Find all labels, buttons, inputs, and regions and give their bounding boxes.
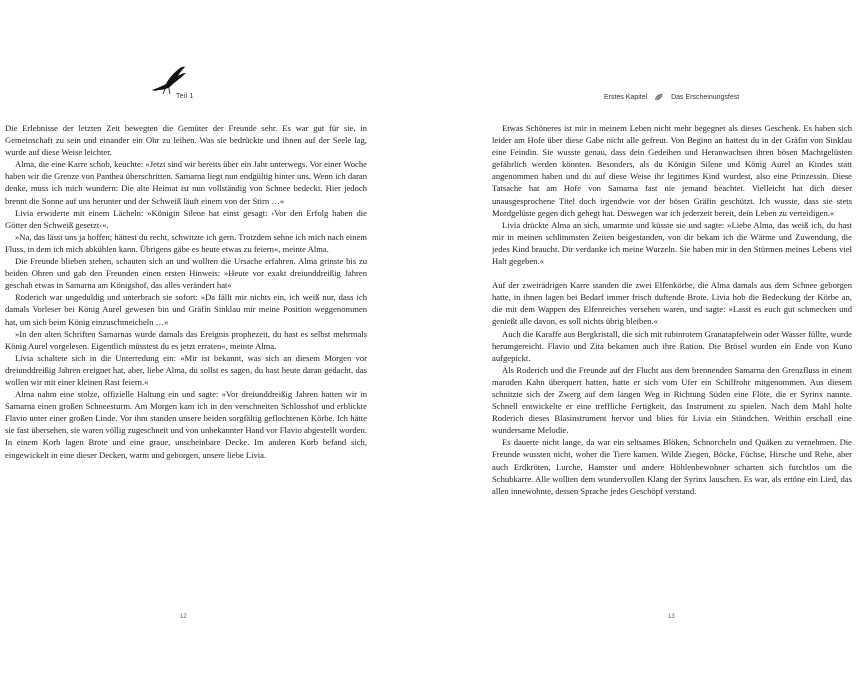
left-body-text [5,122,367,461]
paragraph: Die Erlebnisse der letzten Zeit bewegten die Gemüter der Freunde sehr. Es war gut für sie, in Gemeinschaft zu sein und einander ein Ohr zu leihen. Was sie bedrückte und ihnen auf der Seele lag, wurde auf diese Weise leichter. [5,123,367,158]
page-number-left: 12 [180,614,187,620]
paragraph: Alma, die eine Karre schob, keuchte: »Jetzt sind wir bereits über ein Jahr unterwegs. Vor einer Woche haben wir die Grenze von Panthea überschritten. Samarna liegt nun endgültig hinter uns. Wenn ich daran denke, muss ich mich wundern: Die alte Heimat ist nun vollständig von Schnee bedeckt. Hier jedoch brennt die Sonne auf uns herunter und der Schweiß läuft einem von der Stirn …« [5,159,367,206]
paragraph: Etwas Schöneres ist mir in meinem Leben nicht mehr begegnet als dieses Geschenk. Es haben sich leider am Hofe über diese Gabe nicht alle gefreut. Von Beginn an hattest du in der Gräfin von Sinklau eine Feindin. Sie wusste genau, dass dein Gedeihen und Heranwachsen ihren bösen Machtgelüsten gefährlich werden könnten. Besonders, als du Königin Silene und König Aurel an Kindes statt angenommen haben und du auf diese Weise ihr legitimes Kind wurdest, also eine Prinzessin. Diese Tatsache hat am Hofe von Samarna fast nie jemand beachtet. Vielleicht hat dich dieser unausgesprochene Titel doch irgendwie vor der bösen Gräfin geschützt. Ich wusste, dass sie stets Mordgelüste gegen dich gehegt hat. Deswegen war ich jederzeit bereit, dein Leben zu verteidigen.« [492,123,852,218]
paragraph: Es dauerte nicht lange, da war ein seltsames Blöken, Schnorcheln und Quäken zu vernehmen. Die Freunde wussten nicht, woher die Tiere kamen. Wilde Ziegen, Böcke, Füchse, Hirsche und Rehe, aber auch Erdkröten, Lurche, Hamster und andere Höhlenbewohner scharten sich furchtlos um die Schubkarre. Alle wollten dem wundervollen Klang der Syrinx lauschen. Es war, als ertöne ein Lied, das allen innewohnte, dessen Sprache jedes Geschöpf verstand. [492,437,852,496]
paragraph: Roderich war ungeduldig und unterbrach sie sofort: »Da fällt mir nichts ein, ich weiß nur, dass ich damals Vorleser bei König Aurel gewesen bin und Gräfin Sinklau mir meine Position weggenommen hat, um sich beim König einzuschmeicheln …« [5,292,367,327]
running-head-left: Teil 1 [176,93,194,100]
chapter-title: Das Erscheinungsfest [671,93,740,101]
paragraph: »Na, das lässt uns ja hoffen; hättest du recht, schwitzte ich gern. Trotzdem sehne ich mich nach einem Fluss, in dem ich mich abkühlen kann. Übrigens gäbe es heute etwas zu feiern«, meinte Alma. [5,231,367,254]
raven-icon [150,64,190,96]
right-body-text [492,122,852,497]
paragraph: »In den alten Schriften Samarnas wurde damals das Ereignis prophezeit, du hast es selbst mehrmals König Aurel vorgelesen. Eigentlich müsstest du es jetzt erraten«, meinte Alma. [5,328,367,351]
paragraph: Alma nahm eine stolze, offizielle Haltung ein und sagte: »Vor dreiunddreißig Jahren hatten wir in Samarna einen großen Schneesturm. Am Morgen kam ich in den verschneiten Schlosshof und erblickte Flavio unter einer großen Linde. Vor ihm standen unsere beiden sorgfältig geflochtenen Körbe. Ich hätte sie fast übersehen, sie waren völlig zugeschneit und von unbekannter Hand vor Flavio abgestellt worden. In einem Korb lagen Brote und eine graue, unscheinbare Decke. Im anderen Korb befand sich, eingewickelt in eine dieser Decken, warm und geborgen, unsere liebe Livia. [5,389,367,460]
paragraph: Livia erwiderte mit einem Lächeln: »Königin Silene hat einst gesagt: ›Vor den Erfolg haben die Götter den Schweiß gesetzt‹«. [5,207,367,230]
paragraph: Auf der zweirädrigen Karre standen die zwei Elfenkörbe, die Alma damals aus dem Schnee geborgen hatte, in ihnen lagen bei Bedarf immer frisch duftende Brote. Livia hob die Bedeckung der Körbe an, die mit dem Wappen des Elfenreiches versehen waren, und sagte: »Lasst es euch gut schmecken und genießt alle davon, es soll nichts übrig bleiben.« [492,280,852,327]
running-head-right [604,93,739,101]
paragraph: Die Freunde blieben stehen, schauten sich an und wollten die Ursache erfahren. Alma grinste bis zu beiden Ohren und gab den Freunden einen ersten Hinweis: »Heute vor exakt dreiunddreißig Jahren geschah etwas in Samarna am Königshof, das alles verändert hat« [5,256,367,291]
leaf-icon [654,93,664,101]
paragraph: Livia schaltete sich in die Unterredung ein: »Mir ist bekannt, was sich an diesem Morgen vor dreiunddreißig Jahren ereignet hat, aber, liebe Alma, du sollst es sagen, du hast heute daran gedacht, das wollen wir mit einer kleinen Rast feiern.« [5,352,367,387]
section-gap [492,267,852,279]
right-page [428,0,856,684]
paragraph: Auch die Karaffe aus Bergkristall, die sich mit rubinrotem Granatapfelwein oder Wasser füllte, wurde herumgereicht. Flavio und Zita bekamen auch ihre Ration. Die Brösel wurden ein Ende von Kuno aufgepickt. [492,328,852,363]
page-number-right: 13 [668,614,675,620]
chapter-label: Erstes Kapitel [604,93,648,101]
paragraph: Als Roderich und die Freunde auf der Flucht aus dem brennenden Samarna den Grenzfluss in einem maroden Kahn überquert hatten, hatte er sich vom Ufer ein Schilfrohr mitgenommen. Aus diesem schnitzte sich der Zwerg auf dem langen Weg in Richtung Süden eine Flöte, die er Syrinx nannte. Schnell entwickelte er eine treffliche Fertigkeit, das Instrument zu spielen. Nach dem Mahl holte Roderich dieses Blasinstrument hervor und blies für Livia ein Ständchen. Weithin erschall eine wundersame Melodie. [492,364,852,436]
paragraph: Livia drückte Alma an sich, umarmte und küsste sie und sagte: »Liebe Alma, das weiß ich, du hast mir in meinen schlimmsten Zeiten beigestanden, von dir bekam ich die Wärme und Zuwendung, die jedes Kind braucht. Dir verdanke ich meine Wurzeln. Sie haben mir in den Stürmen meines Lebens viel Halt gegeben.« [492,219,852,267]
